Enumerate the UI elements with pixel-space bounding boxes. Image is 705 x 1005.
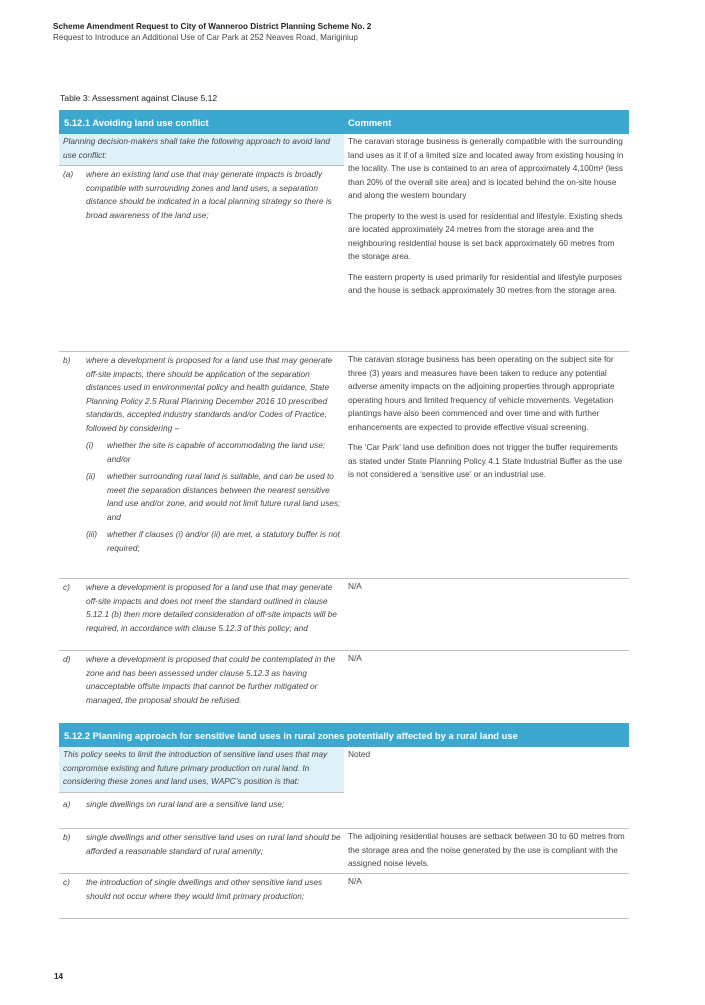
assessment-table xyxy=(59,110,629,919)
item-label: b) xyxy=(63,355,71,365)
item-label: b) xyxy=(63,832,71,842)
item-text: the introduction of single dwellings and other sensitive land uses should not occur where they would limit primary production; xyxy=(86,877,323,901)
comment-paragraph: The caravan storage business has been operating on the subject site for three (3) years and measures have been taken to reduce any potential adverse amenity impacts on the adjoining properties through appropriate operating hours and limited frequency of vehicle movements. Vegetation plantings have also been commenced and over time and with further enhancements are expected to provide effective visual screening. xyxy=(348,354,615,432)
document-subtitle: Request to Introduce an Additional Use of Car Park at 252 Neaves Road, Mariginiup xyxy=(53,33,358,42)
comment-paragraph: The property to the west is used for residential and lifestyle. Existing sheds are located approximately 24 metres from the storage area and the neighbouring residential house is set back approximately 60 metres from the storage area. xyxy=(348,210,623,261)
table-row xyxy=(59,747,629,829)
section-title: 5.12.1 Avoiding land use conflict xyxy=(64,116,209,128)
list-item xyxy=(59,166,344,222)
sub-item-label: (i) xyxy=(86,440,94,450)
comment-cell xyxy=(344,352,629,578)
item-text: where a development is proposed for a land use that may generate off-site impacts, there should be application of the separation distances used in environmental policy and health guidance, State Planning Policy 2.5 Rural Planning December 2016 10 prescribed standards, accepted industry standards and/or Codes of Practice, followed by considering – xyxy=(86,355,333,433)
comment-cell xyxy=(344,651,629,723)
sub-list-item xyxy=(86,435,344,466)
comment-cell xyxy=(344,874,629,918)
item-label: c) xyxy=(63,582,70,592)
requirement-cell xyxy=(59,134,344,351)
requirement-cell xyxy=(59,747,344,828)
item-text: where a development is proposed that could be contemplated in the zone and has been assessed under clause 5.12.3 as having unacceptable offsite impacts that cannot be further mitigated or managed, the proposal should be refused. xyxy=(86,654,336,705)
section-heading-5-12-1 xyxy=(59,110,629,134)
requirement-cell xyxy=(59,651,344,723)
sub-item-label: (iii) xyxy=(86,529,98,539)
comment-cell xyxy=(344,134,629,351)
item-label: a) xyxy=(63,798,71,809)
item-text: where a development is proposed for a land use that may generate off-site impacts and does not meet the standard outlined in clause 5.12.1 (b) then more detailed consideration of off-site impacts will be required, in accordance with clause 5.12.3 of this policy; and xyxy=(86,582,337,633)
item-label: d) xyxy=(63,654,71,664)
requirement-cell xyxy=(59,579,344,650)
page-number: 14 xyxy=(54,972,64,981)
sub-list-item xyxy=(86,466,344,524)
item-text: single dwellings on rural land are a sensitive land use; xyxy=(86,798,285,809)
list-item xyxy=(59,651,344,707)
comment-paragraph: Noted xyxy=(348,749,371,759)
comment-paragraph: N/A xyxy=(348,581,362,591)
comment-paragraph: N/A xyxy=(348,653,362,663)
page-header xyxy=(53,21,653,43)
requirement-cell xyxy=(59,829,344,873)
section-intro: This policy seeks to limit the introduction of sensitive land uses that may compromise existing and future primary production on rural land. In considering these zones and land uses, WAPC’s position is that: xyxy=(59,747,344,793)
document-title: Scheme Amendment Request to City of Wanneroo District Planning Scheme No. 2 xyxy=(53,22,372,31)
table-row xyxy=(59,874,629,919)
item-label: c) xyxy=(63,877,70,887)
table-row xyxy=(59,829,629,874)
section-heading-5-12-2: 5.12.2 Planning approach for sensitive land uses in rural zones potentially affected by a rural land use xyxy=(59,723,629,747)
table-caption: Table 3: Assessment against Clause 5.12 xyxy=(60,93,218,103)
list-item xyxy=(59,579,344,635)
item-label: (a) xyxy=(63,169,74,179)
comment-paragraph: The adjoining residential houses are setback between 30 to 60 metres from the storage area and the noise generated by the use is compliant with the assigned noise levels. xyxy=(348,831,625,868)
comment-cell xyxy=(344,829,629,873)
comment-paragraph: The eastern property is used primarily for residential and lifestyle purposes and the house is setback approximately 30 metres from the storage area. xyxy=(348,271,622,295)
requirement-cell xyxy=(59,874,344,918)
item-text: single dwellings and other sensitive land uses on rural land should be afforded a reasonable standard of rural amenity; xyxy=(86,832,341,856)
sub-item-text: whether surrounding rural land is suitable, and can be used to meet the separation distances between the nearest sensitive land use and/or zone, and would not limit future rural land uses; and xyxy=(107,471,341,522)
requirement-cell xyxy=(59,352,344,578)
section-intro: Planning decision-makers shall take the following approach to avoid land use conflict: xyxy=(59,134,344,166)
sub-item-text: whether if clauses (i) and/or (ii) are met, a statutory buffer is not required; xyxy=(107,529,340,553)
comment-cell xyxy=(344,747,629,828)
list-item xyxy=(59,874,344,903)
comment-paragraph: The caravan storage business is generally compatible with the surrounding land uses as it if of a limited size and located away from existing housing in the locality. The use is contained to an area of approximately 4,100m² (less than 20% of the overall site area) and is located behind the on-site house and along the western boundary xyxy=(348,136,624,200)
comment-cell xyxy=(344,579,629,650)
list-item xyxy=(59,829,344,858)
comment-paragraph: The ‘Car Park’ land use definition does not trigger the buffer requirements as stated under State Planning Policy 4.1 State Industrial Buffer as the use is not considered a ‘sensitive use’ or an industrial use. xyxy=(348,442,623,479)
sub-item-text: whether the site is capable of accommodating the land use; and/or xyxy=(107,440,326,464)
table-row xyxy=(59,579,629,651)
comment-paragraph: N/A xyxy=(348,876,362,886)
table-row xyxy=(59,352,629,579)
comment-heading: Comment xyxy=(348,116,392,128)
item-text: where an existing land use that may generate impacts is broadly compatible with surrounding zones and land uses, a separation distance should be indicated in a local planning strategy so there is broad awareness of the land use; xyxy=(86,169,332,220)
list-item xyxy=(59,352,344,555)
sub-item-label: (ii) xyxy=(86,471,96,481)
table-row xyxy=(59,651,629,723)
table-row xyxy=(59,134,629,352)
list-item xyxy=(59,793,344,812)
sub-list-item xyxy=(86,524,344,555)
